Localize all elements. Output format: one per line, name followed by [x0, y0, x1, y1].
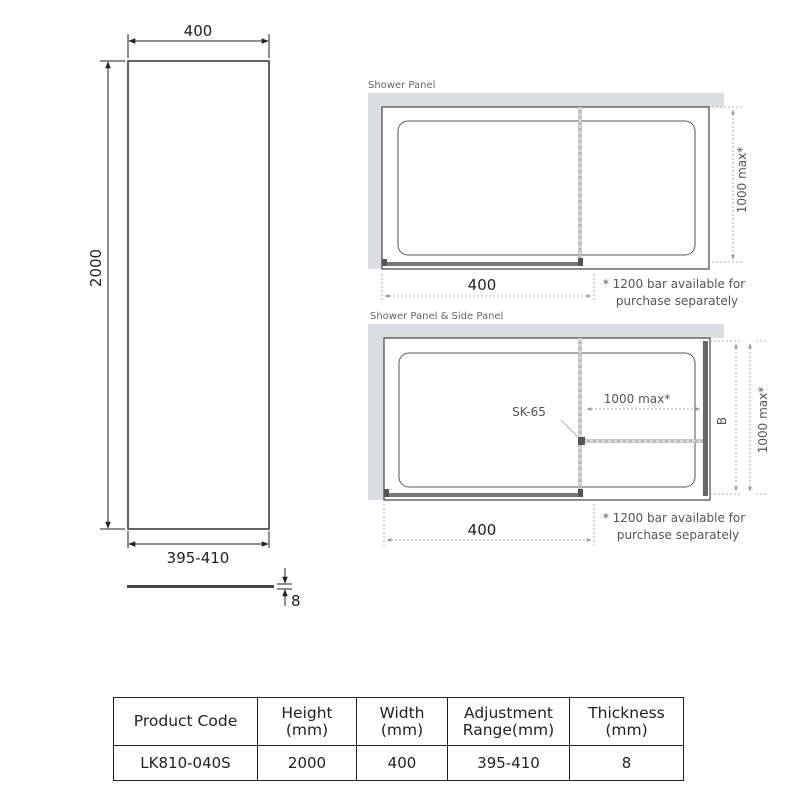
- side-panel-title: Shower Panel & Side Panel: [370, 311, 504, 322]
- note-line-2b: purchase separately: [616, 528, 740, 542]
- connector-label: SK-65: [512, 405, 546, 419]
- tray-basin-2: [399, 353, 695, 487]
- note-line-1: * 1200 bar available for: [602, 277, 746, 291]
- b-label: B: [715, 416, 729, 426]
- top-width-label: 400: [183, 22, 213, 40]
- side-panel-plan: [368, 311, 770, 545]
- glass-panel-outline: [128, 61, 269, 529]
- height-cell: 2000: [258, 746, 357, 781]
- front-view: [87, 22, 301, 610]
- thickness-cell: 8: [570, 746, 684, 781]
- height-label: 2000: [87, 248, 105, 288]
- note-line-2: purchase separately: [615, 294, 739, 308]
- header-cell: Thickness (mm): [570, 698, 684, 746]
- glass-edge-thickness: [127, 585, 274, 588]
- table-row: [114, 746, 684, 781]
- adjust-label: 395-410: [166, 549, 230, 567]
- wall-channel: [382, 259, 387, 266]
- bar-label: 1000 max*: [603, 392, 671, 406]
- glass-panel: [384, 262, 582, 266]
- side-glass-panel: [703, 341, 708, 496]
- depth-label-2: 1000 max*: [756, 386, 770, 454]
- product-code-cell: LK810-040S: [114, 746, 258, 781]
- header-cell: Adjustment Range(mm): [448, 698, 570, 746]
- header-cell: Width (mm): [357, 698, 448, 746]
- thickness-label: 8: [291, 592, 301, 610]
- width-cell: 400: [357, 746, 448, 781]
- width-label-2: 400: [467, 521, 497, 539]
- adjustment-cell: 395-410: [448, 746, 570, 781]
- tray-basin: [398, 121, 695, 255]
- depth-label: 1000 max*: [735, 146, 749, 214]
- shower-panel-title: Shower Panel: [368, 80, 436, 91]
- shower-panel-plan: [368, 80, 749, 308]
- header-cell: Product Code: [114, 698, 258, 746]
- glass-panel-2: [386, 493, 582, 497]
- table-header-row: [114, 698, 684, 746]
- note-line-1b: * 1200 bar available for: [602, 511, 746, 525]
- header-cell: Height (mm): [258, 698, 357, 746]
- sk65-connector: [578, 437, 585, 445]
- spec-table: [113, 697, 684, 781]
- width-label: 400: [467, 276, 497, 294]
